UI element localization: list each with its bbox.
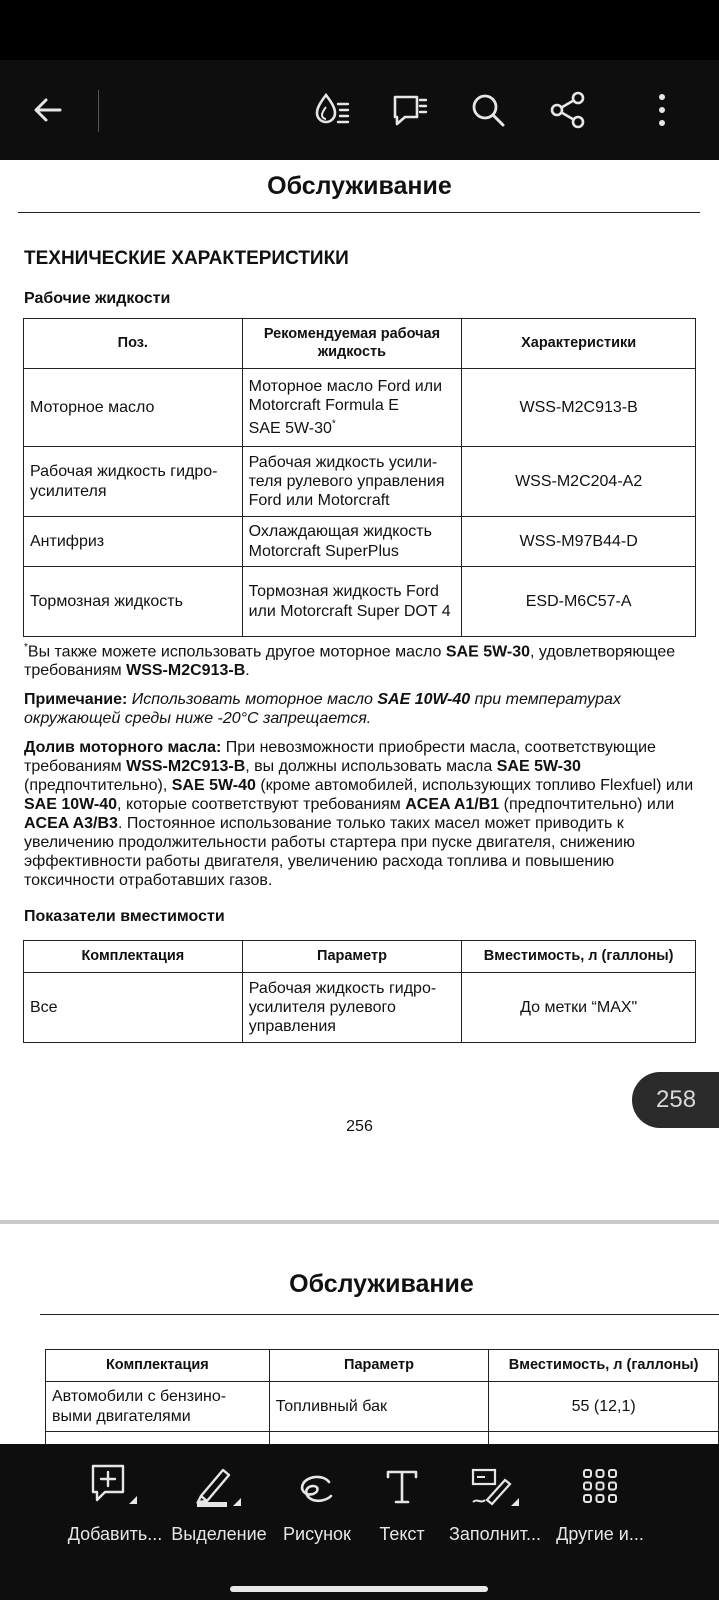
tool-label: Выделение <box>171 1524 267 1544</box>
text-run: SAE 10W-40 <box>377 691 471 708</box>
table-row <box>46 1432 719 1445</box>
text-run: SAE 5W-30 <box>496 758 581 775</box>
page-section-title: Обслуживание <box>267 172 452 200</box>
table-cell: 55 (12,1) <box>489 1382 719 1432</box>
tool-label: Рисунок <box>283 1524 351 1544</box>
text-run: SAE 5W-40 <box>171 777 256 794</box>
add-comment-icon <box>89 1462 141 1510</box>
back-button[interactable] <box>22 84 74 136</box>
table-cell: Моторное масло <box>24 369 243 447</box>
column-header: Параметр <box>242 941 462 973</box>
note-label: Примечание: <box>24 691 128 708</box>
table-cell <box>269 1432 489 1445</box>
table-row <box>24 567 696 637</box>
reading-mode-icon <box>311 89 353 131</box>
table-cell: Рабочая жидкость усили-теля рулевого управления Ford или Motorcraft <box>242 447 462 517</box>
column-header: Поз. <box>24 319 243 369</box>
text-run: (кроме автомобилей, использующих топливо Flexfuel) или <box>255 777 694 794</box>
table-cell: ESD-M6C57-A <box>462 567 696 637</box>
table-row <box>46 1382 719 1432</box>
more-tools[interactable] <box>545 1462 655 1545</box>
back-arrow-icon <box>30 92 66 128</box>
column-header: Комплектация <box>46 1350 270 1382</box>
column-header: Комплектация <box>24 941 243 973</box>
tool-label: Заполнит... <box>449 1524 541 1544</box>
comments-button[interactable] <box>384 84 436 136</box>
footnote-paragraph <box>24 638 704 680</box>
text-run: WSS-M2C913-B <box>126 758 246 775</box>
more-options-button[interactable] <box>636 84 688 136</box>
page-indicator[interactable]: 258 <box>632 1072 719 1128</box>
text-run: , удовлетворяющее требованиям <box>24 643 676 680</box>
text-run: При невозможности приобрести масла, соответствующие требованиям <box>24 739 656 775</box>
search-icon <box>468 90 508 130</box>
column-header: Вместимость, л (галлоны) <box>462 941 696 973</box>
footnote-marker: * <box>331 418 336 430</box>
oil-topup-paragraph <box>24 738 704 890</box>
text-run: Использовать моторное масло <box>127 691 378 708</box>
table-cell <box>46 1432 270 1445</box>
tool-label: Другие и... <box>556 1524 644 1544</box>
table-cell: Все <box>24 973 243 1043</box>
footnote-marker: * <box>24 642 28 653</box>
table-cell: WSS-M2C204-A2 <box>462 447 696 517</box>
draw-icon <box>293 1462 341 1510</box>
highlight-pen-icon <box>191 1462 247 1510</box>
text-run: при температурах окружающей среды ниже -20°C запрещается. <box>24 691 621 727</box>
reading-mode-button[interactable] <box>306 84 358 136</box>
capacity-table-continued <box>45 1349 719 1444</box>
table-header-row <box>24 319 696 369</box>
table-cell: Антифриз <box>24 517 243 567</box>
topup-label: Долив моторного масла: <box>24 739 222 756</box>
text-run: ACEA A3/B3 <box>24 815 118 832</box>
text-run: , вы должны использовать масла <box>245 758 497 775</box>
text-run: (предпочтительно), <box>24 777 172 794</box>
table-cell: Рабочая жидкость гидро-усилителя <box>24 447 243 517</box>
text-run: Вы также можете использовать другое моторное масло <box>27 643 446 661</box>
capacity-heading: Показатели вместимости <box>24 908 225 925</box>
column-header: Характеристики <box>462 319 696 369</box>
text-run: (предпочтительно) или <box>499 796 675 813</box>
cell-text: SAE 5W-30 <box>248 419 332 437</box>
more-tools-icon <box>580 1466 620 1506</box>
column-header: Вместимость, л (галлоны) <box>489 1350 719 1382</box>
fill-sign-icon <box>467 1462 523 1510</box>
search-button[interactable] <box>462 84 514 136</box>
table-row <box>24 369 696 447</box>
fluids-heading: Рабочие жидкости <box>24 290 171 307</box>
text-run: SAE 5W-30 <box>445 643 531 661</box>
highlight-tool[interactable] <box>164 1462 274 1545</box>
gesture-nav-handle[interactable] <box>230 1586 488 1592</box>
table-row <box>24 447 696 517</box>
table-row <box>24 517 696 567</box>
tool-label: Текст <box>379 1524 425 1544</box>
document-page-257[interactable] <box>0 1224 719 1444</box>
page-number: 256 <box>346 1118 373 1135</box>
table-cell: Топливный бак <box>269 1382 489 1432</box>
text-run: ACEA A1/B1 <box>405 796 500 813</box>
title-rule <box>40 1314 719 1315</box>
toolbar-divider <box>98 90 99 132</box>
cell-text: Моторное масло Ford или Motorcraft Formula E <box>248 378 442 415</box>
text-run: WSS-M2C913-B <box>126 662 246 680</box>
specs-heading: ТЕХНИЧЕСКИЕ ХАРАКТЕРИСТИКИ <box>24 248 349 269</box>
table-cell: Рабочая жидкость гидро-усилителя рулевого управления <box>242 973 462 1043</box>
text-run: . Постоянное использование только таких масел может приводить к увеличению продолжительности работы стартера при пуске двигателя, снижению эффективности работы двигателя, увеличению расхода топлива и повышению токсичности отработавших газов. <box>24 815 635 889</box>
table-header-row <box>24 941 696 973</box>
table-row <box>24 973 696 1043</box>
text-icon <box>382 1462 422 1510</box>
table-cell: Тормозная жидкость Ford или Motorcraft Super DOT 4 <box>242 567 462 637</box>
table-cell: WSS-M97B44-D <box>462 517 696 567</box>
tool-label: Добавить... <box>67 1524 163 1544</box>
status-bar <box>0 0 719 60</box>
column-header: Параметр <box>269 1350 489 1382</box>
text-run: . <box>245 662 250 680</box>
capacity-table <box>23 940 696 1043</box>
table-cell: Автомобили с бензино-выми двигателями <box>46 1382 270 1432</box>
more-vertical-icon <box>652 90 672 130</box>
fill-sign-tool[interactable] <box>440 1462 550 1545</box>
bottom-toolbar <box>0 1444 719 1600</box>
fluids-table <box>23 318 696 637</box>
document-page-256[interactable] <box>0 160 719 1220</box>
share-icon <box>548 90 588 130</box>
text-run: , которые соответствуют требованиям <box>117 796 406 813</box>
add-comment-tool[interactable] <box>60 1462 170 1545</box>
top-app-bar <box>0 60 719 160</box>
comments-icon <box>389 89 431 131</box>
text-run: SAE 10W-40 <box>24 796 118 813</box>
table-cell: Тормозная жидкость <box>24 567 243 637</box>
table-cell: Охлаждающая жидкость Motorcraft SuperPlus <box>242 517 462 567</box>
note-paragraph <box>24 690 704 728</box>
table-cell <box>489 1432 719 1445</box>
title-rule <box>18 212 700 213</box>
table-cell: WSS-M2C913-B <box>462 369 696 447</box>
table-cell: До метки “MAX" <box>462 973 696 1043</box>
page-section-title: Обслуживание <box>289 1270 474 1298</box>
column-header: Рекомендуемая рабочая жидкость <box>242 319 462 369</box>
table-header-row <box>46 1350 719 1382</box>
share-button[interactable] <box>542 84 594 136</box>
table-cell <box>242 369 462 447</box>
